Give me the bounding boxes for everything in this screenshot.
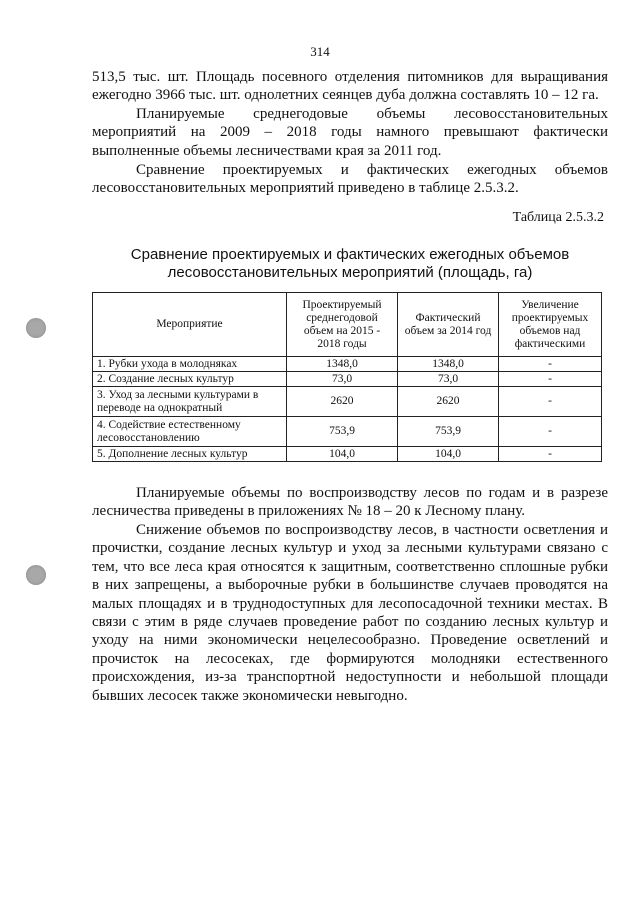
- table-row: [93, 417, 602, 447]
- body-paragraph-1: Планируемые объемы по воспроизводству лесов по годам и в разрезе лесничества приведены в приложениях № 18 – 20 к Лесному плану.: [92, 485, 608, 520]
- cell-actual: 1348,0: [398, 357, 499, 372]
- table-row: [93, 387, 602, 417]
- table-label: Таблица 2.5.3.2: [512, 210, 604, 225]
- intro-paragraph-1: 513,5 тыс. шт. Площадь посевного отделения питомников для выращивания ежегодно 3966 тыс. шт. однолетних сеянцев дуба должна составлять 10 – 12 га.: [92, 69, 608, 104]
- cell-increase: -: [499, 417, 602, 447]
- table-title: Сравнение проектируемых и фактических ежегодных объемов лесовосстановительных мероприятий (площадь, га): [130, 246, 570, 281]
- cell-increase: -: [499, 372, 602, 387]
- comparison-table: [92, 292, 602, 462]
- table-row: [93, 357, 602, 372]
- cell-projected: 1348,0: [287, 357, 398, 372]
- cell-actual: 104,0: [398, 447, 499, 462]
- cell-activity: 5. Дополнение лесных культур: [93, 447, 287, 462]
- body-paragraph-2: Снижение объемов по воспроизводству лесов, в частности осветления и прочистки, создание лесных культур и уход за лесными культурами связано с тем, что все леса края относятся к защитным, соответственно сплошные рубки в них запрещены, а выборочные рубки в большинстве случаев проводятся на малых площадях и в труднодоступных для лесопосадочной техники местах. В связи с этим в ряде случаев проведение работ по созданию лесных культур и уходу на ними экономически нецелесообразно. Проведение осветлений и прочисток на лесосеках, где формируются молодняки естественного происхождения, из-за транспортной недоступности и небольшой площади бывших лесосек также экономически невыгодно.: [92, 522, 608, 704]
- cell-actual: 73,0: [398, 372, 499, 387]
- cell-increase: -: [499, 447, 602, 462]
- punch-hole: [26, 565, 46, 585]
- cell-actual: 2620: [398, 387, 499, 417]
- header-activity: Мероприятие: [93, 293, 287, 357]
- cell-activity: 2. Создание лесных культур: [93, 372, 287, 387]
- punch-hole: [26, 318, 46, 338]
- cell-increase: -: [499, 357, 602, 372]
- cell-activity: 4. Содействие естественному лесовосстановлению: [93, 417, 287, 447]
- cell-actual: 753,9: [398, 417, 499, 447]
- cell-projected: 753,9: [287, 417, 398, 447]
- intro-paragraph-2: Планируемые среднегодовые объемы лесовосстановительных мероприятий на 2009 – 2018 годы намного превышают фактически выполненные объемы лесничествами края за 2011 год.: [92, 106, 608, 159]
- table-row: [93, 372, 602, 387]
- page-number: 314: [310, 44, 330, 59]
- cell-projected: 104,0: [287, 447, 398, 462]
- comparison-table-container: [92, 292, 602, 462]
- table-row: [93, 447, 602, 462]
- cell-activity: 3. Уход за лесными культурами в переводе на однократный: [93, 387, 287, 417]
- cell-activity: 1. Рубки ухода в молодняках: [93, 357, 287, 372]
- header-actual: Фактический объем за 2014 год: [398, 293, 499, 357]
- cell-projected: 73,0: [287, 372, 398, 387]
- header-increase: Увеличение проектируемых объемов над фактическими: [499, 293, 602, 357]
- intro-paragraph-3: Сравнение проектируемых и фактических ежегодных объемов лесовосстановительных мероприятий приведено в таблице 2.5.3.2.: [92, 162, 608, 197]
- header-projected: Проектируемый среднегодовой объем на 2015 - 2018 годы: [287, 293, 398, 357]
- cell-projected: 2620: [287, 387, 398, 417]
- cell-increase: -: [499, 387, 602, 417]
